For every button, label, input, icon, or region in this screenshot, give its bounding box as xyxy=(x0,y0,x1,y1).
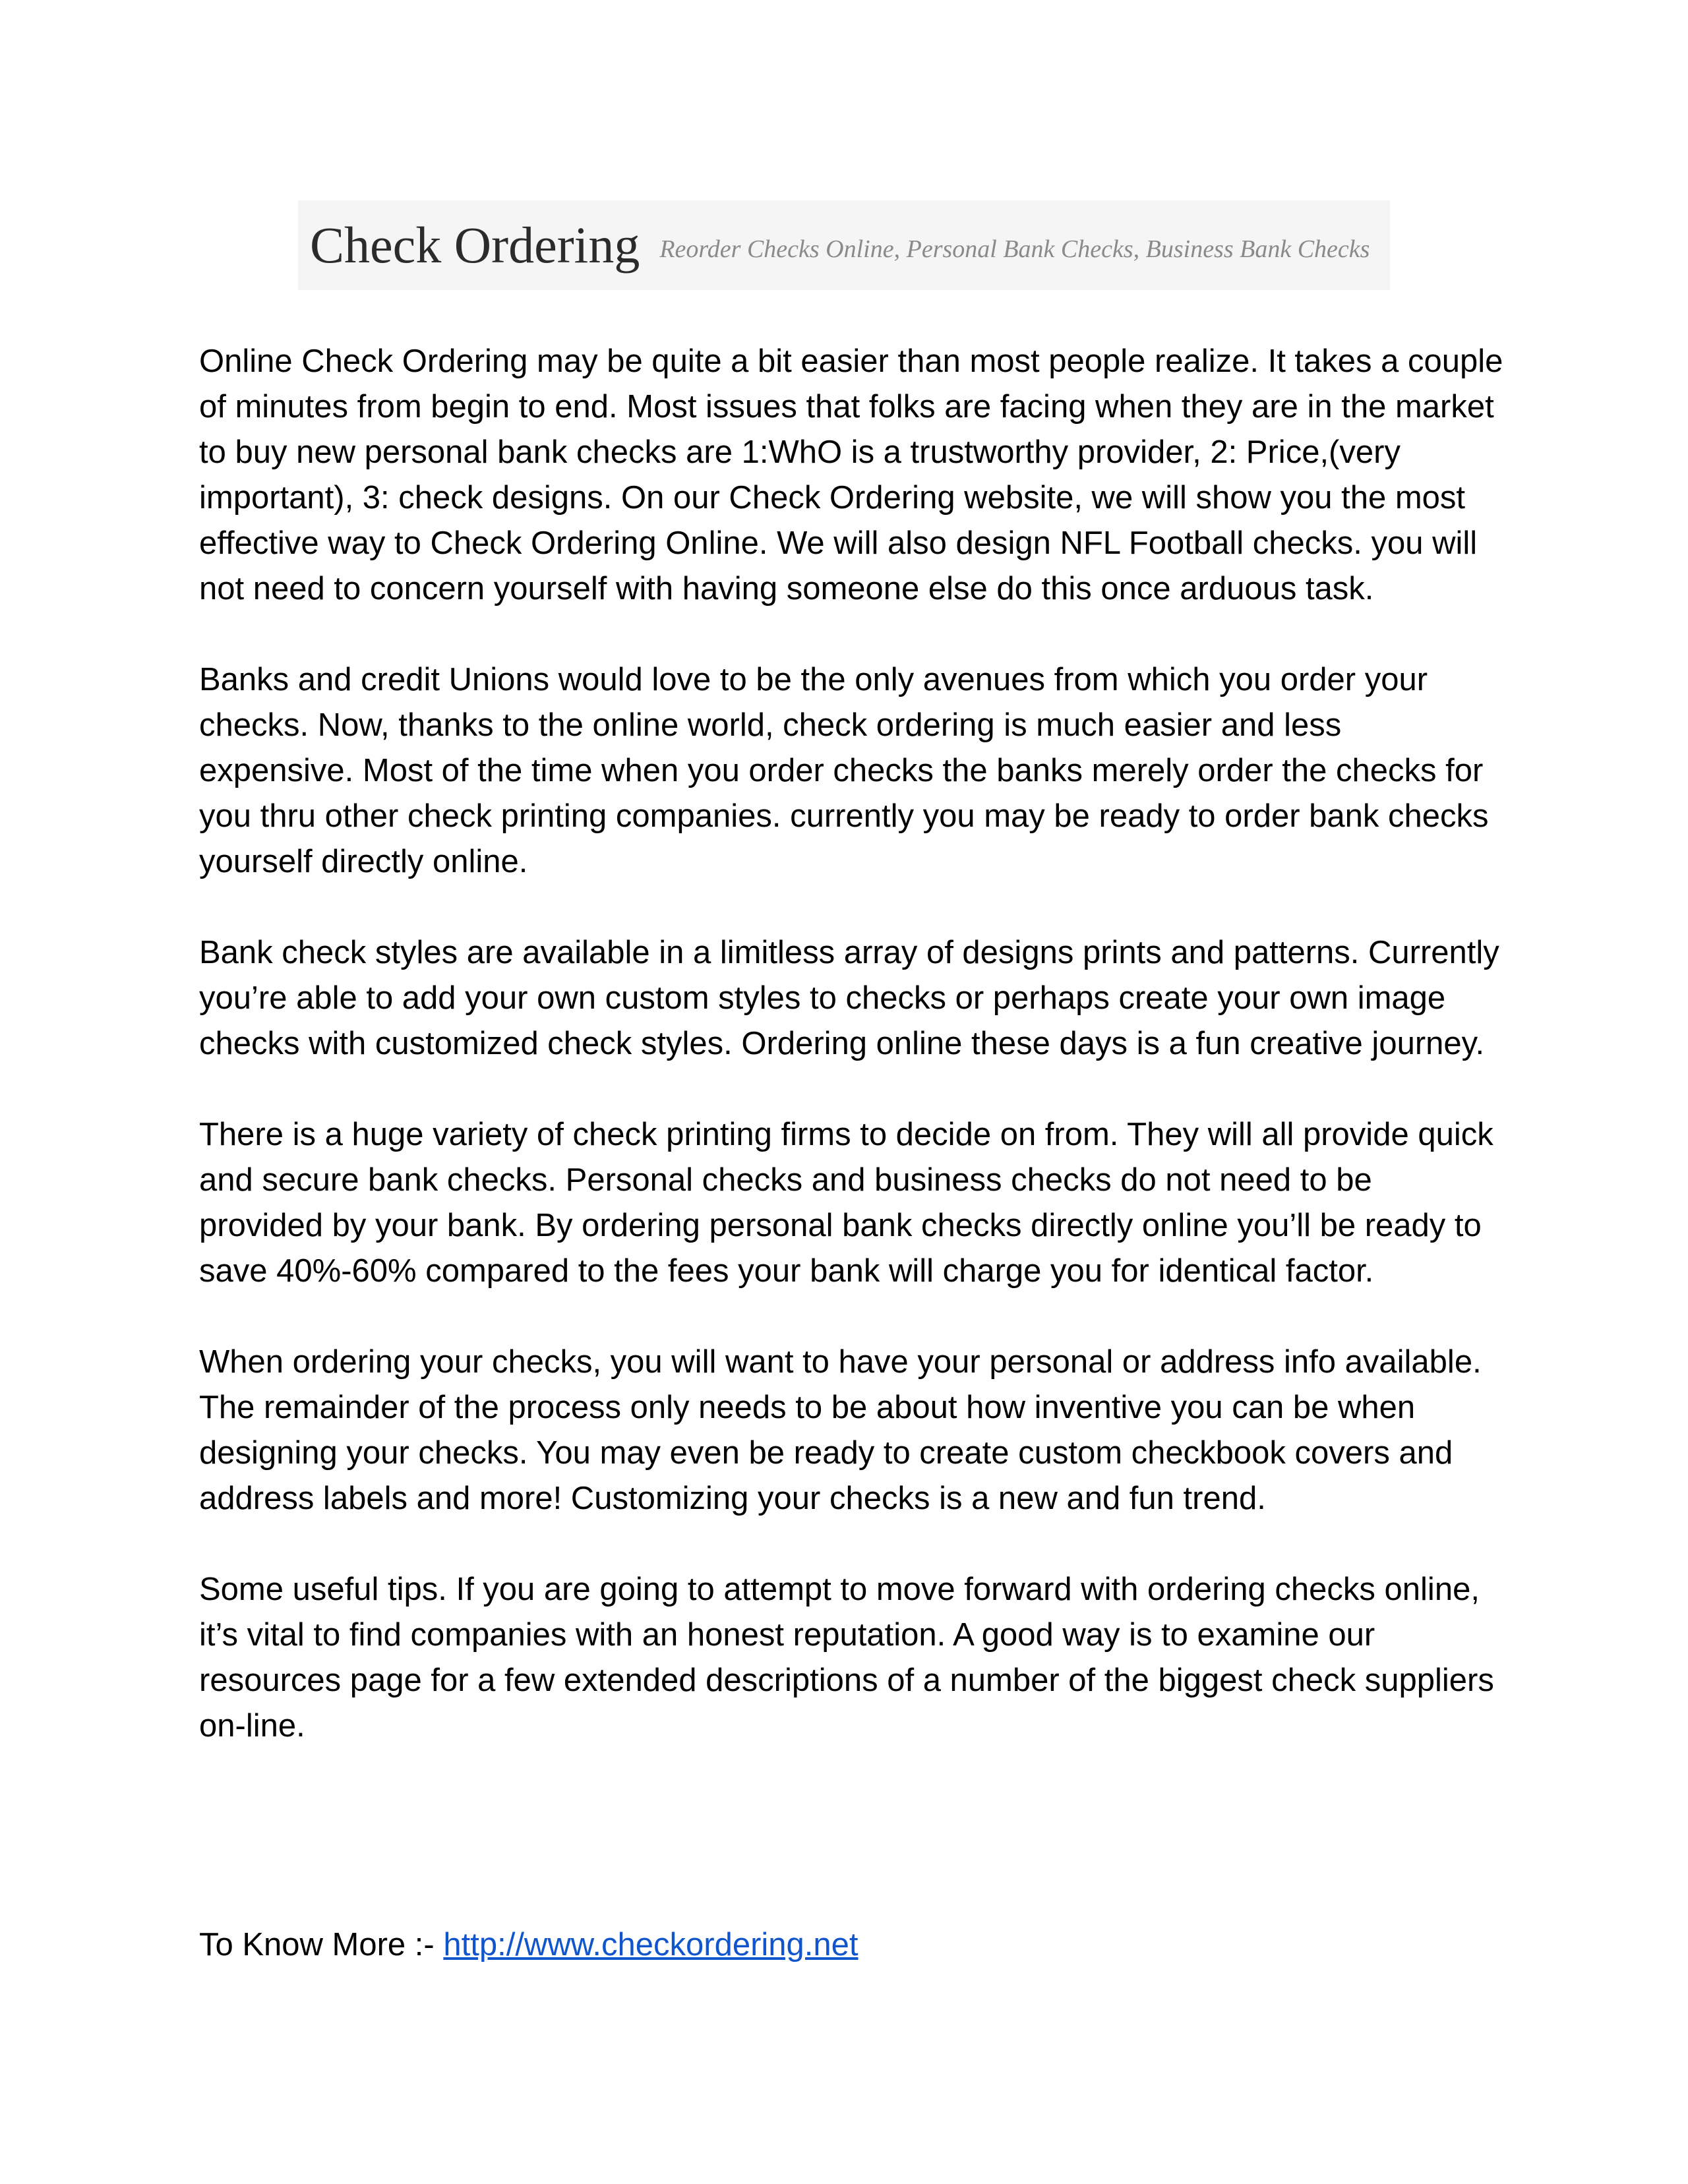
paragraph-2: Banks and credit Unions would love to be the only avenues from which you order your checks. Now, thanks to the online world, check ordering is much easier and less expensive. Most of the time when you order checks the banks merely order the checks for you thru other check printing companies. currently you may be ready to order bank checks yourself directly online. xyxy=(199,662,1489,879)
site-banner xyxy=(298,200,1390,290)
paragraph-6: Some useful tips. If you are going to attempt to move forward with ordering checks online, it’s vital to find companies with an honest reputation. A good way is to examine our resources page for a few extended descriptions of a number of the biggest check suppliers on-line. xyxy=(199,1572,1494,1744)
paragraph-4: There is a huge variety of check printing firms to decide on from. They will all provide quick and secure bank checks. Personal checks and business checks do not need to be provided by your bank. By ordering personal bank checks directly online you’ll be ready to save 40%-60% compared to the fees your bank will charge you for identical factor. xyxy=(199,1117,1493,1289)
article-body xyxy=(199,339,1505,1794)
paragraph-1: Online Check Ordering may be quite a bit easier than most people realize. It takes a couple of minutes from begin to end. Most issues that folks are facing when they are in the market to buy new personal bank checks are 1:WhO is a trustworthy provider, 2: Price,(very important), 3: check designs. On our Check Ordering website, we will show you the most effective way to Check Ordering Online. We will also design NFL Football checks. you will not need to concern yourself with having someone else do this once arduous task. xyxy=(199,343,1503,606)
banner-tagline: Reorder Checks Online, Personal Bank Checks, Business Bank Checks xyxy=(659,235,1370,263)
website-link[interactable]: http://www.checkordering.net xyxy=(443,1927,859,1963)
banner-title: Check Ordering xyxy=(310,216,640,274)
footer-line xyxy=(199,1922,859,1968)
footer-prefix: To Know More :- xyxy=(199,1927,444,1963)
paragraph-5: When ordering your checks, you will want to have your personal or address info available. The remainder of the process only needs to be about how inventive you can be when designing your checks. You may even be ready to create custom checkbook covers and address labels and more! Customizing your checks is a new and fun trend. xyxy=(199,1344,1482,1516)
paragraph-3: Bank check styles are available in a limitless array of designs prints and patterns. Currently you’re able to add your own custom styles to checks or perhaps create your own image checks with customized check styles. Ordering online these days is a fun creative journey. xyxy=(199,935,1499,1061)
